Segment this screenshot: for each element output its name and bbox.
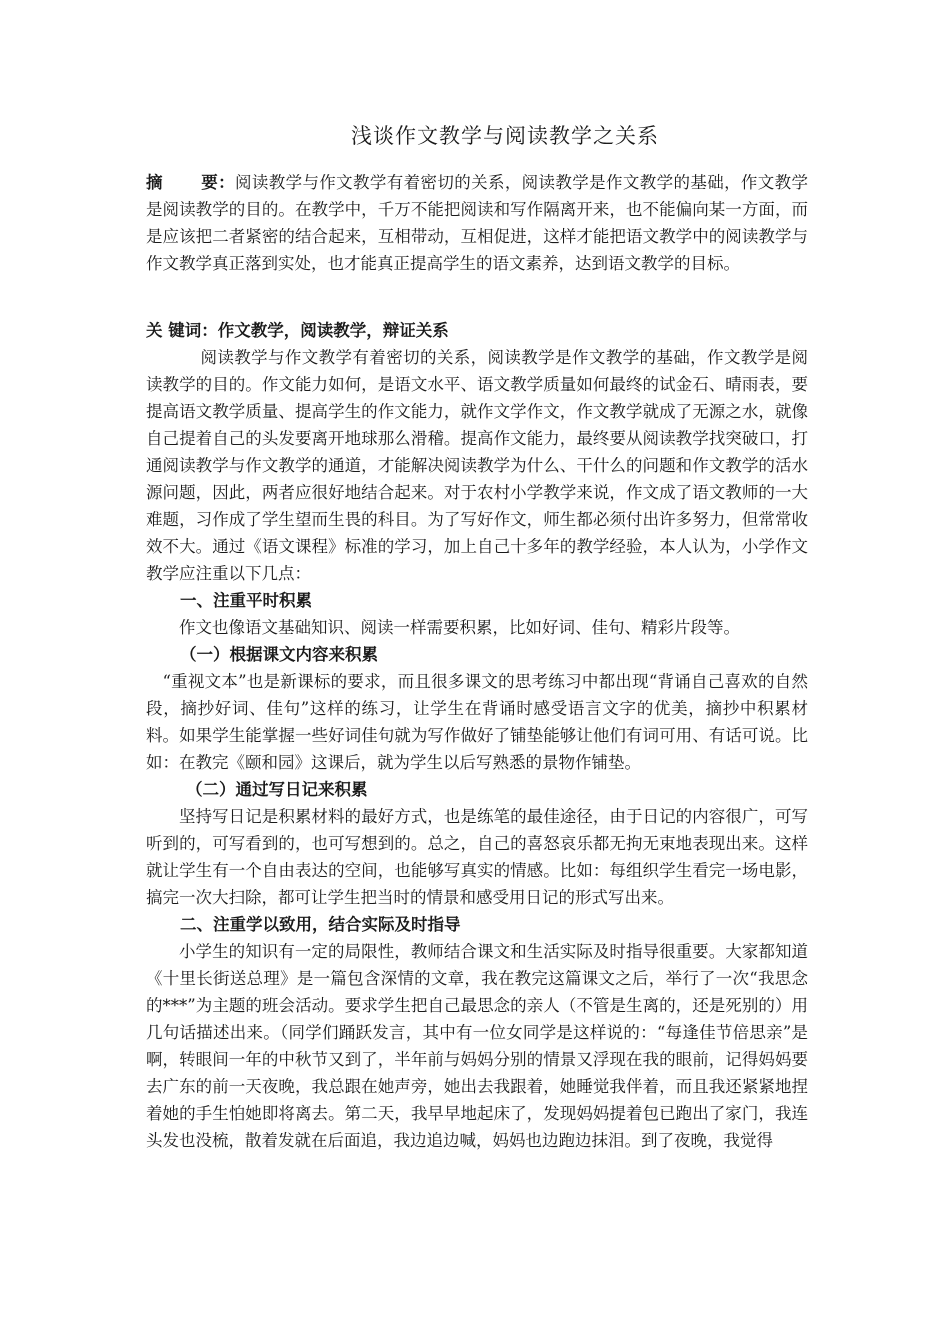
main-body <box>146 344 808 1154</box>
keywords: 关 键词：作文教学，阅读教学，辩证关系 <box>146 321 449 340</box>
abstract <box>146 169 808 277</box>
section-heading-1: 一、注重平时积累 <box>180 591 312 610</box>
subsection-1a-paragraph: “重视文本”也是新课标的要求，而且很多课文的思考练习中都出现“背诵自己喜欢的自然段，摘抄好词、佳句”这样的练习，让学生在背诵时感受语言文字的优美，摘抄中积累材料。如果学生能掌握一些好词佳句就为写作做好了铺垫能够让他们有词可用、有话可说。比如：在教完《颐和园》这课后，就为学生以后写熟悉的景物作铺垫。 <box>146 672 808 772</box>
subsection-heading-1b: （二）通过写日记来积累 <box>186 780 368 799</box>
document-title: 浅谈作文教学与阅读教学之关系 <box>351 124 659 148</box>
intro-paragraph: 阅读教学与作文教学有着密切的关系，阅读教学是作文教学的基础，作文教学是阅读教学的目的。作文能力如何，是语文水平、语文教学质量如何最终的试金石、晴雨表，要提高语文教学质量、提高学生的作文能力，就作文学作文，作文教学就成了无源之水，就像自己提着自己的头发要离开地球那么滑稽。提高作文能力，最终要从阅读教学找突破口，打通阅读教学与作文教学的通道，才能解决阅读教学为什么、干什么的问题和作文教学的活水源问题，因此，两者应很好地结合起来。对于农村小学教学来说，作文成了语文教师的一大难题，习作成了学生望而生畏的科目。为了写好作文，师生都必须付出许多努力，但常常收效不大。通过《语文课程》标准的学习，加上自己十多年的教学经验，本人认为，小学作文教学应注重以下几点： <box>146 348 808 583</box>
subsection-heading-1a: （一）根据课文内容来积累 <box>180 645 378 664</box>
abstract-label-a: 摘 <box>146 173 163 192</box>
subsection-1b-paragraph: 坚持写日记是积累材料的最好方式，也是练笔的最佳途径，由于日记的内容很广，可写听到的，可写看到的，也可写想到的。总之，自己的喜怒哀乐都无拘无束地表现出来。这样就让学生有一个自由表达的空间，也能够写真实的情感。比如：每组织学生看完一场电影，搞完一次大扫除，都可让学生把当时的情景和感受用日记的形式写出来。 <box>146 807 808 907</box>
abstract-label <box>146 173 235 192</box>
abstract-text: 阅读教学与作文教学有着密切的关系，阅读教学是作文教学的基础，作文教学是阅读教学的目的。在教学中，千万不能把阅读和写作隔离开来，也不能偏向某一方面，而是应该把二者紧密的结合起来，互相带动，互相促进，这样才能把语文教学中的阅读教学与作文教学真正落到实处，也才能真正提高学生的语文素养，达到语文教学的目标。 <box>146 173 809 273</box>
abstract-label-b: 要： <box>200 173 235 192</box>
section-2-paragraph: 小学生的知识有一定的局限性，教师结合课文和生活实际及时指导很重要。大家都知道《十里长街送总理》是一篇包含深情的文章，我在教完这篇课文之后，举行了一次“我思念的***”为主题的班会活动。要求学生把自己最思念的亲人（不管是生离的，还是死别的）用几句话描述出来。（同学们踊跃发言，其中有一位女同学是这样说的：“每逢佳节倍思亲”是啊，转眼间一年的中秋节又到了，半年前与妈妈分别的情景又浮现在我的眼前，记得妈妈要去广东的前一天夜晚，我总跟在她声旁，她出去我跟着，她睡觉我伴着，而且我还紧紧地捏着她的手生怕她即将离去。第二天，我早早地起床了，发现妈妈提着包已跑出了家门，我连头发也没梳，散着发就在后面追，我边追边喊，妈妈也边跑边抹泪。到了夜晚，我觉得 <box>146 942 808 1150</box>
section-1-paragraph: 作文也像语文基础知识、阅读一样需要积累，比如好词、佳句、精彩片段等。 <box>179 618 740 637</box>
section-heading-2: 二、注重学以致用，结合实际及时指导 <box>180 915 461 934</box>
